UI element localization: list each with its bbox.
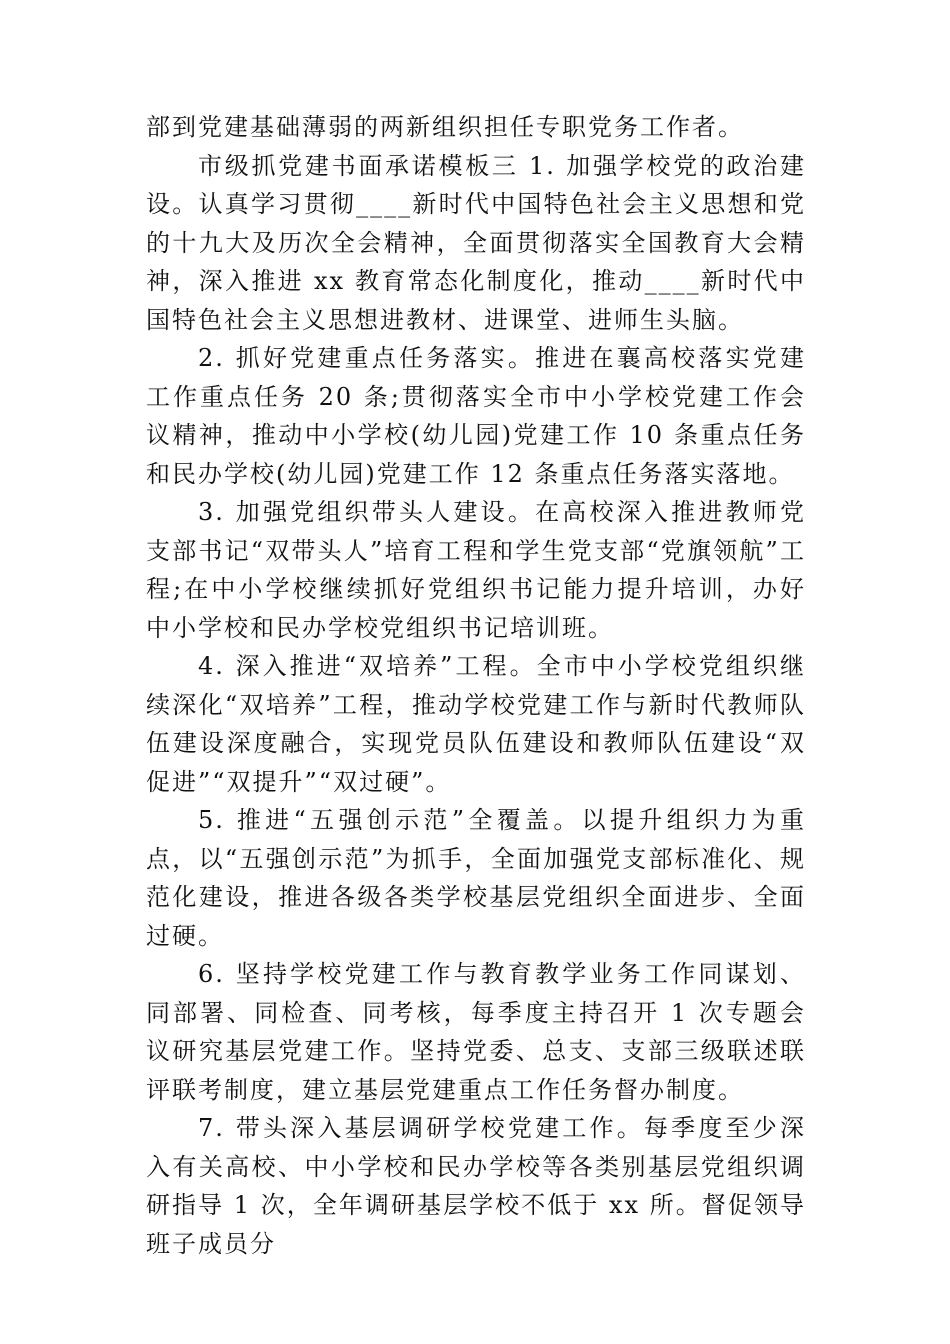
paragraph-continuation: 部到党建基础薄弱的两新组织担任专职党务工作者。	[146, 113, 744, 141]
paragraph-item-5: 5. 推进“五强创示范”全覆盖。以提升组织力为重点，以“五强创示范”为抓手，全面加强党支部标准化、规范化建设，推进各级各类学校基层党组织全面进步、全面过硬。	[146, 806, 806, 950]
paragraph-item-7: 7. 带头深入基层调研学校党建工作。每季度至少深入有关高校、中小学校和民办学校等各类别基层党组织调研指导 1 次，全年调研基层学校不低于 xx 所。督促领导班子成员分	[146, 1114, 806, 1258]
paragraph-item-3: 3. 加强党组织带头人建设。在高校深入推进教师党支部书记“双带头人”培育工程和学生党支部“党旗领航”工程;在中小学校继续抓好党组织书记能力提升培训，办好中小学校和民办学校党组织书记培训班。	[146, 498, 806, 642]
paragraph-item-4: 4. 深入推进“双培养”工程。全市中小学校党组织继续深化“双培养”工程，推动学校党建工作与新时代教师队伍建设深度融合，实现党员队伍建设和教师队伍建设“双促进”“双提升”“双过硬”。	[146, 652, 806, 796]
document-body	[146, 108, 806, 1263]
paragraph-item-2: 2. 抓好党建重点任务落实。推进在襄高校落实党建工作重点任务 20 条;贯彻落实全市中小学校党建工作会议精神，推动中小学校(幼儿园)党建工作 10 条重点任务和民办学校(幼儿园)党建工作 12 条重点任务落实落地。	[146, 344, 806, 488]
paragraph-template-3-item-1: 市级抓党建书面承诺模板三 1. 加强学校党的政治建设。认真学习贯彻____新时代中国特色社会主义思想和党的十九大及历次全会精神，全面贯彻落实全国教育大会精神，深入推进 xx 教育常态化制度化，推动____新时代中国特色社会主义思想进教材、进课堂、进师生头脑。	[146, 151, 806, 334]
paragraph-item-6: 6. 坚持学校党建工作与教育教学业务工作同谋划、同部署、同检查、同考核，每季度主持召开 1 次专题会议研究基层党建工作。坚持党委、总支、支部三级联述联评联考制度，建立基层党建重点工作任务督办制度。	[146, 960, 806, 1104]
